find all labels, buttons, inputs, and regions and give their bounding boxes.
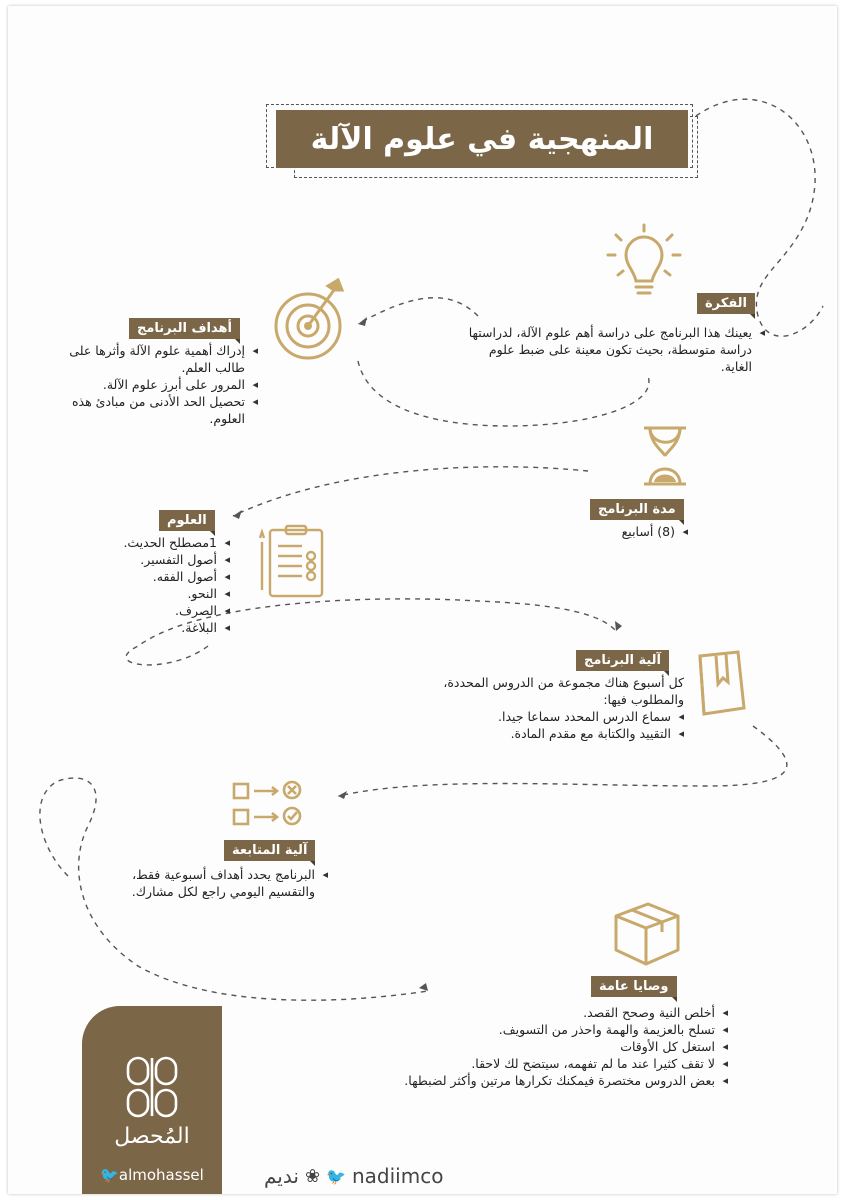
sciences-item: ◂ الصرف. — [118, 602, 230, 619]
mechanism-text — [428, 674, 684, 742]
followup-item: ◂ البرنامج يحدد أهداف أسبوعية فقط، والتقسيم اليومي راجع لكل مشارك. — [96, 866, 328, 900]
box-icon — [608, 894, 684, 968]
goals-label: أهداف البرنامج — [129, 318, 240, 339]
title-block — [266, 104, 696, 176]
advice-item: ◂ استغل كل الأوقات — [308, 1038, 728, 1055]
brand-logo-icon — [126, 1056, 178, 1118]
hourglass-icon — [640, 424, 690, 488]
sciences-item: ◂ البلاغة. — [118, 619, 230, 636]
sciences-item: ◂ أصول التفسير. — [118, 551, 230, 568]
idea-text-item: ◂ يعينك هذا البرنامج على دراسة أهم علوم الآلة، لدراستها دراسة متوسطة، بحيث تكون معينة على ضبط علوم الغاية. — [465, 324, 765, 375]
footer-handle[interactable]: nadiimco — [351, 1164, 444, 1188]
target-icon — [266, 276, 356, 366]
mechanism-intro: كل أسبوع هناك مجموعة من الدروس المحددة، والمطلوب فيها: — [443, 675, 684, 707]
brand-handle[interactable] — [82, 1166, 222, 1184]
sciences-item: ◂ 1مصطلح الحديث. — [118, 534, 230, 551]
advice-item: ◂ تسلح بالعزيمة والهمة واحذر من التسويف. — [308, 1021, 728, 1038]
advice-item: ◂ لا تقف كثيرا عند ما لم تفهمه، سيتضح لك لاحقا. — [308, 1055, 728, 1072]
idea-label: الفكرة — [697, 293, 755, 314]
duration-label: مدة البرنامج — [590, 499, 684, 520]
checklist-arrows-icon — [230, 776, 308, 832]
book-icon — [694, 648, 750, 718]
followup-label: آلية المتابعة — [224, 840, 315, 861]
mechanism-label: آلية البرنامج — [576, 650, 669, 671]
duration-value: ◂ (8) أسابيع — [568, 523, 688, 540]
clipboard-icon — [256, 524, 326, 602]
mechanism-item: ◂ سماع الدرس المحدد سماعا جيدا. — [428, 708, 684, 725]
sciences-item: ◂ النحو. — [118, 585, 230, 602]
advice-list — [308, 1004, 728, 1089]
footer — [264, 1164, 443, 1188]
duration-text — [568, 523, 688, 540]
mechanism-item: ◂ التقييد والكتابة مع مقدم المادة. — [428, 725, 684, 742]
advice-item: ◂ أخلص النية وصحح القصد. — [308, 1004, 728, 1021]
goals-item: ◂ إدراك أهمية علوم الآلة وأثرها على طالب العلم. — [68, 342, 258, 376]
sciences-item: ◂ أصول الفقه. — [118, 568, 230, 585]
brand-block — [82, 1006, 222, 1194]
nadeem-logo-icon: ❀ — [304, 1165, 321, 1187]
footer-brand: نديم — [264, 1164, 299, 1188]
goals-list — [68, 342, 258, 427]
goals-item: ◂ تحصيل الحد الأدنى من مبادئ هذه العلوم. — [68, 393, 258, 427]
advice-label: وصايا عامة — [591, 976, 677, 997]
lightbulb-icon — [604, 221, 694, 306]
page-title: المنهجية في علوم الآلة — [276, 110, 688, 168]
advice-item: ◂ بعض الدروس مختصرة فيمكنك تكرارها مرتين وأكثر لضبطها. — [308, 1072, 728, 1089]
sciences-label: العلوم — [159, 510, 215, 531]
goals-item: ◂ المرور على أبرز علوم الآلة. — [68, 376, 258, 393]
followup-text — [96, 866, 328, 900]
brand-handle-text: almohassel — [118, 1166, 204, 1184]
brand-name: المُحصل — [114, 1124, 190, 1149]
idea-text — [465, 324, 765, 375]
infographic-page — [8, 6, 837, 1194]
sciences-list — [118, 534, 230, 636]
twitter-icon: 🐦 — [100, 1166, 119, 1184]
twitter-icon: 🐦 — [326, 1166, 346, 1186]
